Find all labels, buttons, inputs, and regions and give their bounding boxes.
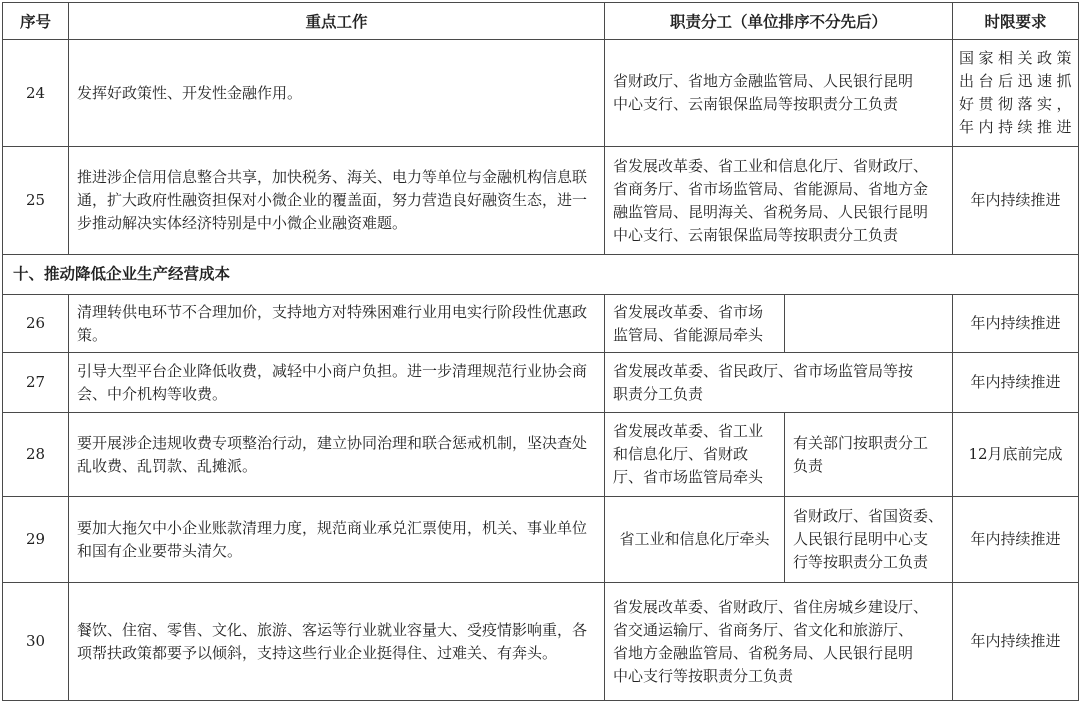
lead-line: 监管局、省能源局牵头 xyxy=(613,325,764,344)
lead-line: 省发展改革委、省市场 xyxy=(613,302,764,321)
deadline-cell: 年内持续推进 xyxy=(953,353,1079,413)
task-cell: 清理转供电环节不合理加价，支持地方对特殊困难行业用电实行阶段性优惠政策。 xyxy=(69,295,605,353)
support-line: 省财政厅、省国资委、 xyxy=(793,507,944,525)
division-cell xyxy=(605,583,953,701)
support-cell xyxy=(785,295,953,353)
deadline-cell: 年内持续推进 xyxy=(953,583,1079,701)
table-header-row xyxy=(3,3,1079,40)
support-line: 行等按职责分工负责 xyxy=(793,553,929,571)
row-number: 26 xyxy=(3,295,69,353)
division-cell xyxy=(605,40,953,147)
task-cell: 引导大型平台企业降低收费，减轻中小商户负担。进一步清理规范行业协会商会、中介机构等收费。 xyxy=(69,353,605,413)
section-row xyxy=(3,255,1079,295)
deadline-cell: 12月底前完成 xyxy=(953,413,1079,497)
table-row xyxy=(3,353,1079,413)
division-line: 融监管局、昆明海关、省税务局、人民银行昆明 xyxy=(613,202,929,221)
row-number: 29 xyxy=(3,497,69,583)
division-line: 中心支行、云南银保监局等按职责分工负责 xyxy=(613,95,899,113)
division-line: 省交通运输厅、省商务厅、省文化和旅游厅、 xyxy=(613,620,914,639)
row-number: 24 xyxy=(3,40,69,147)
support-line: 人民银行昆明中心支 xyxy=(793,530,929,548)
row-number: 25 xyxy=(3,147,69,255)
deadline-line: 年内持续推进 xyxy=(959,118,1073,136)
support-cell xyxy=(785,413,953,497)
deadline-line: 出台后迅速抓 xyxy=(959,72,1073,90)
lead-line: 厅、省市场监管局牵头 xyxy=(613,468,764,486)
deadline-line: 好贯彻落实， xyxy=(959,95,1073,113)
row-number: 28 xyxy=(3,413,69,497)
division-cell xyxy=(605,147,953,255)
division-line: 省发展改革委、省工业和信息化厅、省财政厅、 xyxy=(613,156,929,175)
row-number: 30 xyxy=(3,583,69,701)
division-line: 省地方金融监管局、省税务局、人民银行昆明 xyxy=(613,643,914,662)
task-table xyxy=(2,2,1079,701)
header-task: 重点工作 xyxy=(69,3,605,40)
table-row xyxy=(3,497,1079,583)
support-line: 有关部门按职责分工 xyxy=(793,433,929,452)
deadline-cell xyxy=(953,40,1079,147)
division-line: 中心支行等按职责分工负责 xyxy=(613,666,794,685)
task-cell: 推进涉企信用信息整合共享，加快税务、海关、电力等单位与金融机构信息联通，扩大政府性融资担保对小微企业的覆盖面，努力营造良好融资生态，进一步推动解决实体经济特别是中小微企业融资难题。 xyxy=(69,147,605,255)
division-line: 职责分工负责 xyxy=(613,384,704,403)
deadline-line: 国家相关政策 xyxy=(959,49,1073,67)
table-row xyxy=(3,295,1079,353)
lead-cell xyxy=(605,413,785,497)
table-row xyxy=(3,147,1079,255)
row-number: 27 xyxy=(3,353,69,413)
table-row xyxy=(3,413,1079,497)
table-row xyxy=(3,40,1079,147)
header-no: 序号 xyxy=(3,3,69,40)
division-line: 省财政厅、省地方金融监管局、人民银行昆明 xyxy=(613,72,914,90)
lead-cell xyxy=(605,295,785,353)
deadline-cell: 年内持续推进 xyxy=(953,295,1079,353)
lead-cell: 省工业和信息化厅牵头 xyxy=(605,497,785,583)
deadline-cell: 年内持续推进 xyxy=(953,147,1079,255)
section-title: 十、推动降低企业生产经营成本 xyxy=(3,255,1079,295)
division-line: 省商务厅、省市场监管局、省能源局、省地方金 xyxy=(613,179,929,198)
header-deadline: 时限要求 xyxy=(953,3,1079,40)
support-cell xyxy=(785,497,953,583)
task-cell: 餐饮、住宿、零售、文化、旅游、客运等行业就业容量大、受疫情影响重，各项帮扶政策都要予以倾斜，支持这些行业企业挺得住、过难关、有奔头。 xyxy=(69,583,605,701)
division-line: 省发展改革委、省民政厅、省市场监管局等按 xyxy=(613,361,914,380)
division-line: 中心支行、云南银保监局等按职责分工负责 xyxy=(613,225,899,244)
task-cell: 要加大拖欠中小企业账款清理力度，规范商业承兑汇票使用，机关、事业单位和国有企业要带头清欠。 xyxy=(69,497,605,583)
division-line: 省发展改革委、省财政厅、省住房城乡建设厅、 xyxy=(613,597,929,616)
division-cell xyxy=(605,353,953,413)
header-division: 职责分工（单位排序不分先后） xyxy=(605,3,953,40)
task-cell: 要开展涉企违规收费专项整治行动，建立协同治理和联合惩戒机制，坚决查处乱收费、乱罚款、乱摊派。 xyxy=(69,413,605,497)
table-row xyxy=(3,583,1079,701)
task-cell: 发挥好政策性、开发性金融作用。 xyxy=(69,40,605,147)
deadline-cell: 年内持续推进 xyxy=(953,497,1079,583)
support-line: 负责 xyxy=(793,456,824,475)
lead-line: 和信息化厅、省财政 xyxy=(613,445,749,463)
lead-line: 省发展改革委、省工业 xyxy=(613,422,764,440)
